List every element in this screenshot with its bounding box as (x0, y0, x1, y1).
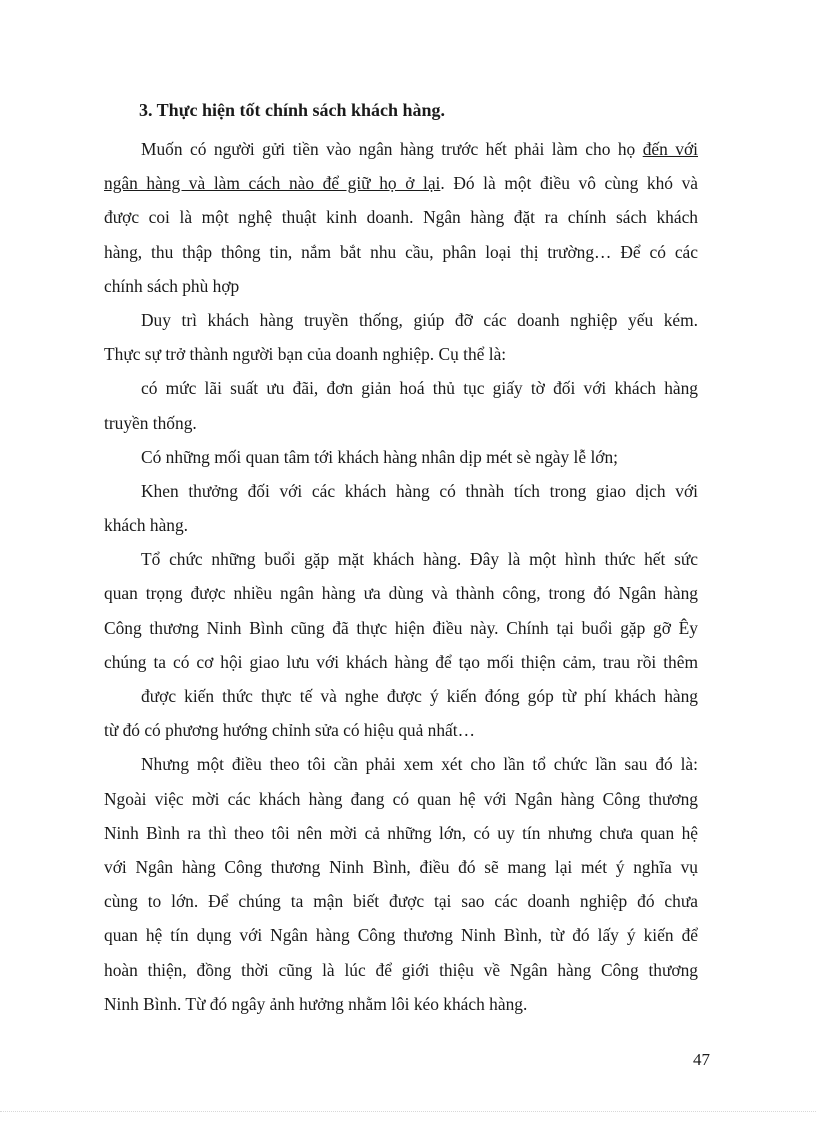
paragraph-line: chính sách phù hợp (104, 275, 240, 296)
paragraph-line: Ngoài việc mời các khách hàng đang có quan hệ với Ngân hàng Công thương (104, 788, 698, 809)
paragraph-line: hàng, thu thập thông tin, nắm bắt nhu cầu, phân loại thị trường… Để có các (104, 241, 698, 262)
paragraph-line: Có những mối quan tâm tới khách hàng nhân dịp mét sè ngày lễ lớn; (141, 446, 618, 467)
paragraph-line: quan hệ tín dụng với Ngân hàng Công thương Ninh Bình, từ đó lấy ý kiến để (104, 925, 698, 946)
paragraph-line: khách hàng. (104, 515, 189, 536)
paragraph-line: Tổ chức những buổi gặp mặt khách hàng. Đây là một hình thức hết sức (141, 549, 698, 570)
paragraph-line: Nhưng một điều theo tôi cần phải xem xét cho lần tổ chức lần sau đó là: (141, 754, 698, 775)
paragraph-line: ngân hàng và làm cách nào để giữ họ ở lại. Đó là một điều vô cùng khó và (104, 173, 698, 194)
paragraph-line: được kiến thức thực tế và nghe được ý kiến đóng góp từ phí khách hàng (141, 686, 698, 706)
paragraph-line: Ninh Bình ra thì theo tôi nên mời cả những lớn, có uy tín nhưng chưa quan hệ (104, 822, 698, 843)
underlined-phrase: ngân hàng và làm cách nào để giữ họ ở lại (104, 173, 441, 194)
page-number: 47 (693, 1050, 710, 1069)
page-bottom-divider (0, 1111, 816, 1112)
paragraph-line: chúng ta có cơ hội giao lưu với khách hàng để tạo mối thiện cảm, trau rồi thêm (104, 651, 698, 672)
underlined-phrase: đến với (642, 139, 698, 159)
paragraph-line: Duy trì khách hàng truyền thống, giúp đỡ các doanh nghiệp yếu kém. (141, 309, 698, 330)
paragraph-line: có mức lãi suất ưu đãi, đơn giản hoá thủ tục giấy tờ đối với khách hàng (141, 378, 698, 399)
paragraph-line: Thực sự trở thành người bạn của doanh nghiệp. Cụ thể là: (104, 344, 507, 365)
paragraph-line: Khen thưởng đối với các khách hàng có thnàh tích trong giao dịch với (141, 480, 698, 501)
paragraph-line: Công thương Ninh Bình cũng đã thực hiện điều này. Chính tại buổi gặp gỡ Êy (104, 617, 698, 638)
paragraph-line: với Ngân hàng Công thương Ninh Bình, điều đó sẽ mang lại mét ý nghĩa vụ (104, 856, 698, 877)
paragraph-line: từ đó có phương hướng chỉnh sửa có hiệu quả nhất… (104, 720, 475, 741)
paragraph-line: Muốn có người gửi tiền vào ngân hàng trước hết phải làm cho họ đến với (141, 139, 698, 159)
paragraph-line: quan trọng được nhiều ngân hàng ưa dùng và thành công, trong đó Ngân hàng (104, 583, 698, 604)
paragraph-line: truyền thống. (104, 412, 197, 433)
section-heading: 3. Thực hiện tốt chính sách khách hàng. (139, 100, 446, 120)
paragraph-line: hoàn thiện, đồng thời cũng là lúc để giới thiệu về Ngân hàng Công thương (104, 959, 698, 980)
body-text (104, 132, 698, 1021)
paragraph-line: được coi là một nghệ thuật kinh doanh. Ngân hàng đặt ra chính sách khách (104, 207, 698, 228)
paragraph-line: cùng to lớn. Để chúng ta mận biết được tại sao các doanh nghiệp đó chưa (104, 891, 698, 912)
paragraph-line: Ninh Bình. Từ đó ngây ảnh hưởng nhằm lôi kéo khách hàng. (104, 993, 528, 1014)
